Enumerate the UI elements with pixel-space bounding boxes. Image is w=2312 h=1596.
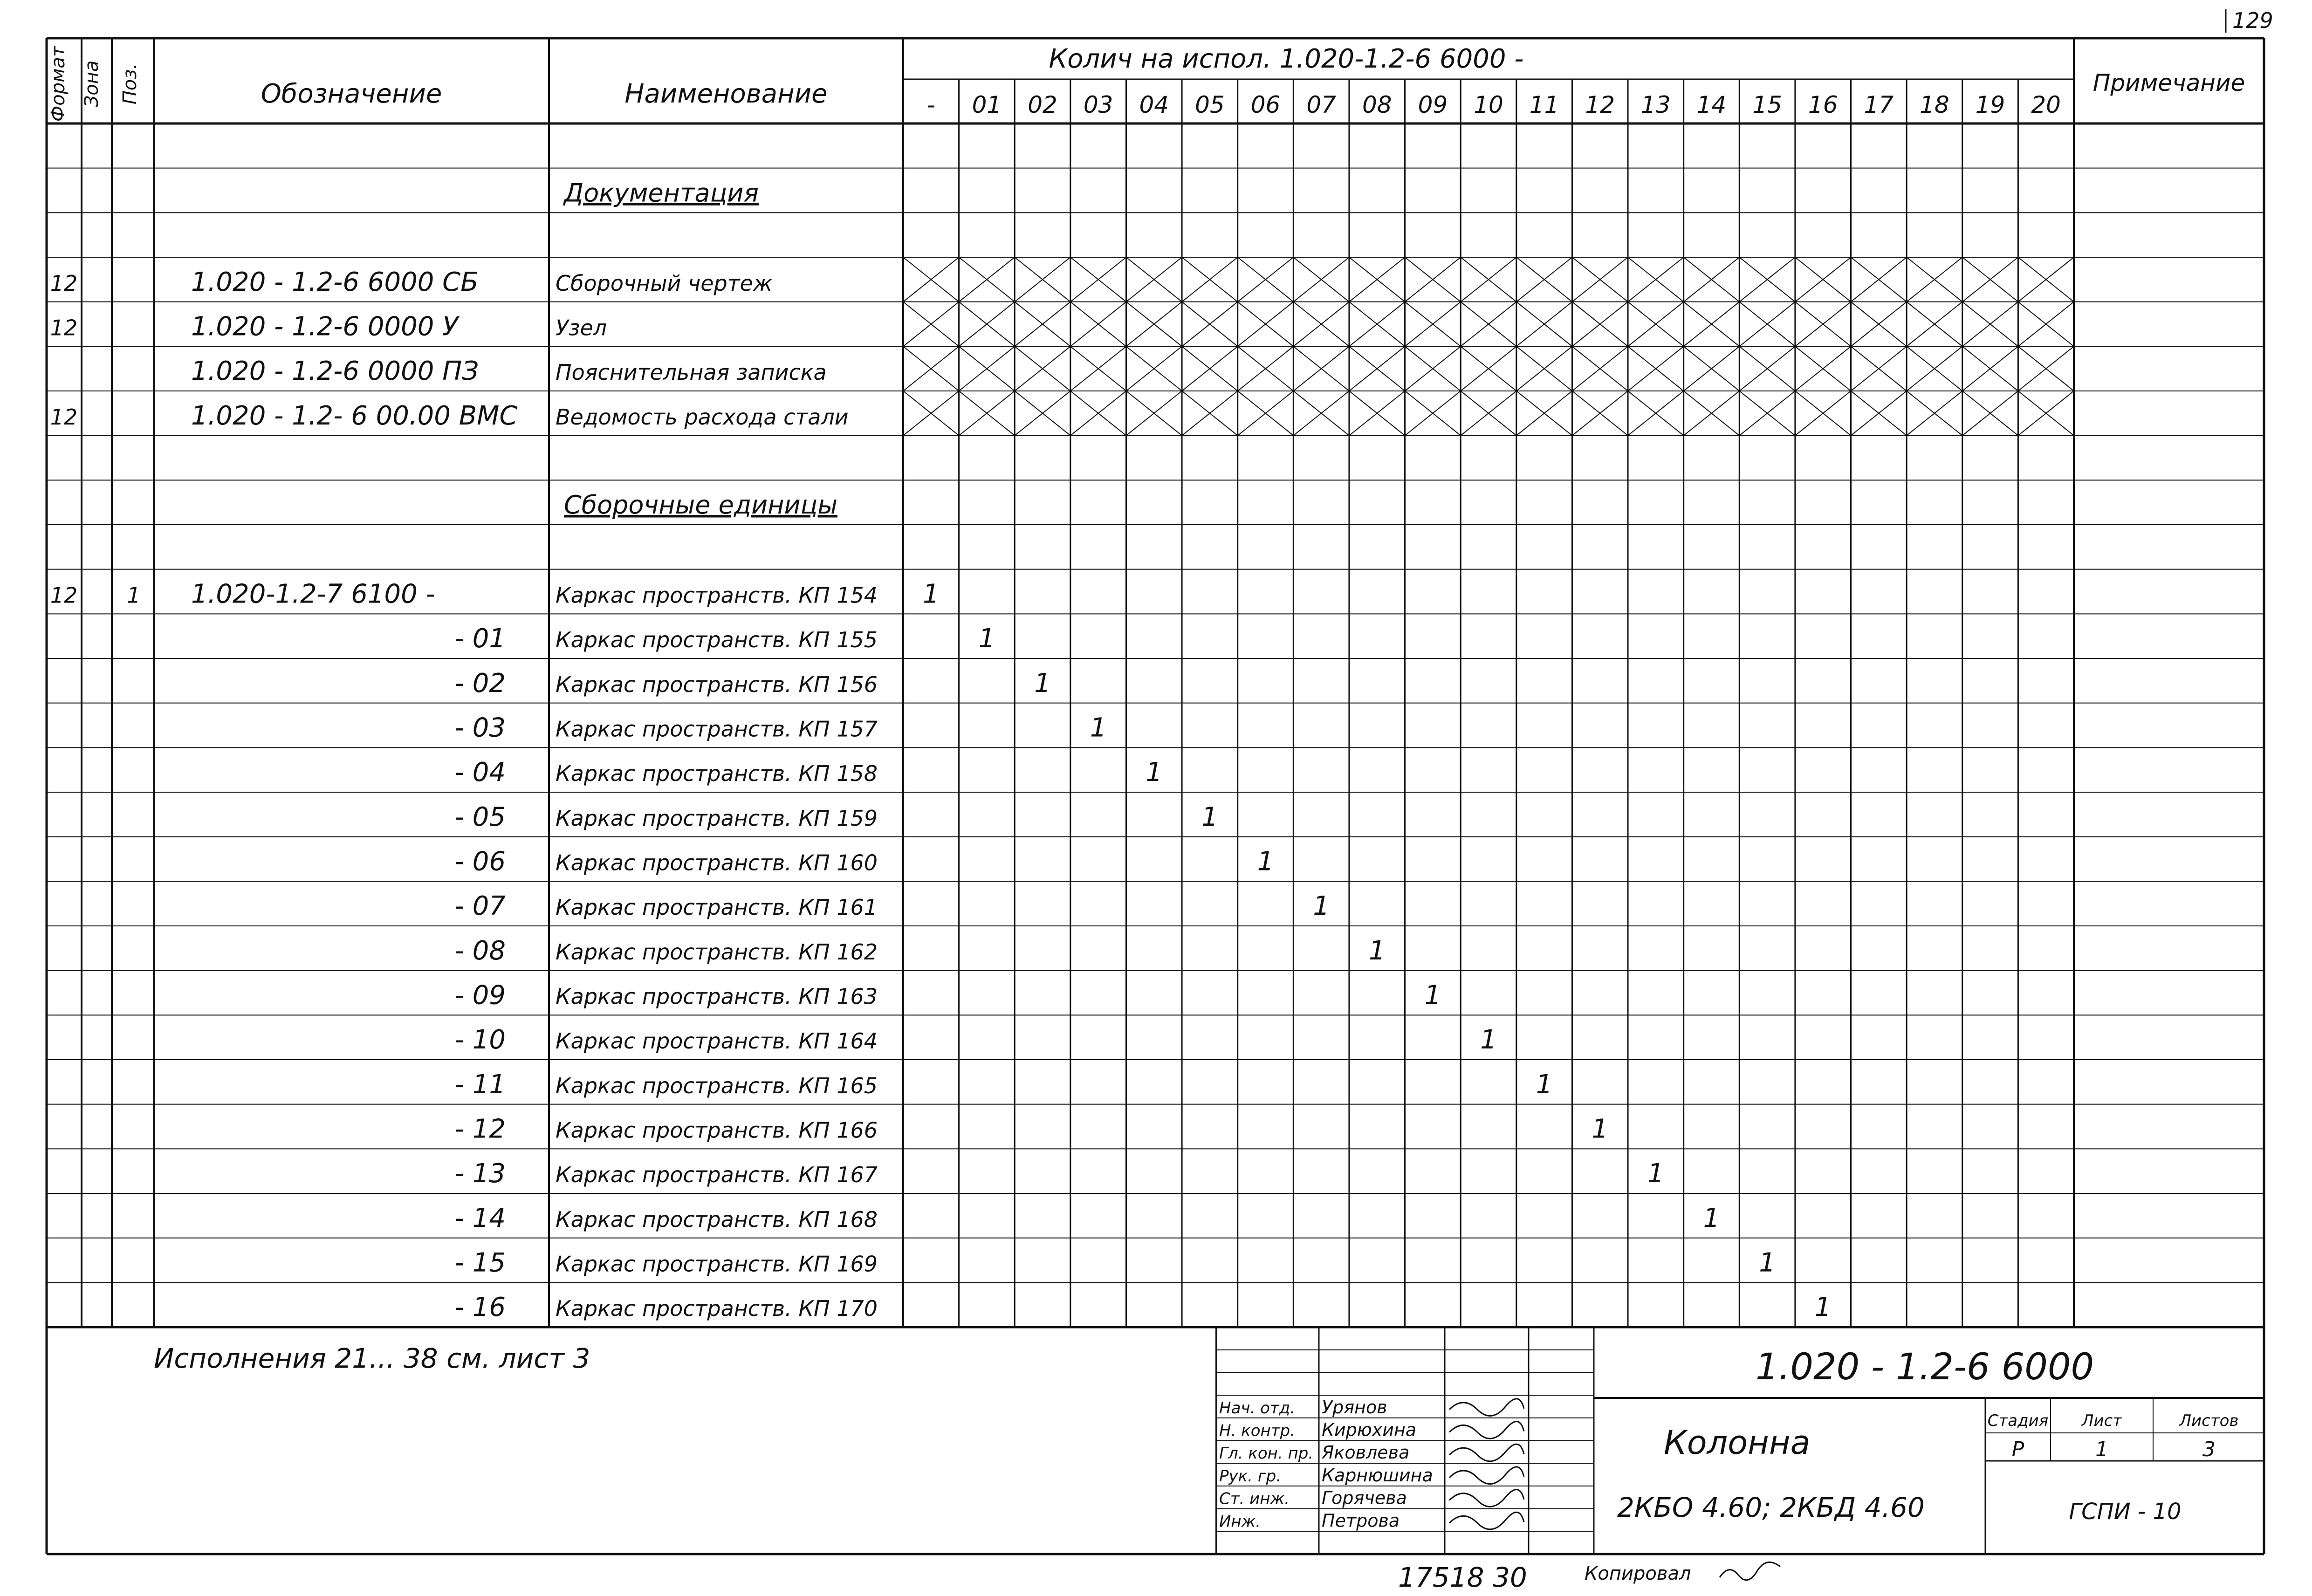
row-designation: 1.020 - 1.2-6 6000 СБ <box>191 267 479 297</box>
row-name: Каркас пространств. КП 158 <box>556 761 878 787</box>
header-execution: 07 <box>1306 91 1336 118</box>
document-title: Колонна <box>1664 1424 1811 1462</box>
row-format: 12 <box>50 404 78 430</box>
section-heading: Сборочные единицы <box>564 490 838 520</box>
header-designation: Обозначение <box>261 79 442 109</box>
row-designation: - 16 <box>454 1292 506 1323</box>
stage-label: Стадия <box>1987 1411 2049 1430</box>
sheets-label: Листов <box>2179 1411 2239 1430</box>
sheet-value: 1 <box>2095 1438 2108 1461</box>
row-qty: 1 <box>978 623 995 654</box>
section-heading: Документация <box>564 178 759 208</box>
header-name: Наименование <box>624 79 828 109</box>
header-execution: 02 <box>1028 91 1057 118</box>
row-designation: - 15 <box>454 1247 506 1278</box>
row-name: Каркас пространств. КП 166 <box>556 1117 878 1143</box>
header-execution: 17 <box>1864 91 1894 118</box>
sheets-value: 3 <box>2202 1438 2216 1461</box>
sheet-label: Лист <box>2081 1411 2122 1430</box>
header-execution: 10 <box>1474 91 1503 118</box>
row-designation: - 09 <box>454 980 506 1011</box>
header-execution: 15 <box>1752 91 1782 118</box>
row-name: Каркас пространств. КП 157 <box>556 716 878 742</box>
row-name: Каркас пространств. КП 168 <box>556 1206 878 1232</box>
handwritten-signature <box>1449 1490 1524 1507</box>
header-execution: 13 <box>1641 91 1671 118</box>
document-subtitle: 2КБО 4.60; 2КБД 4.60 <box>1617 1492 1925 1523</box>
header-execution: 19 <box>1975 91 2005 118</box>
header-execution: 06 <box>1250 91 1281 118</box>
row-name: Узел <box>556 315 607 341</box>
row-qty: 1 <box>1480 1025 1497 1055</box>
order-number: 17518 30 <box>1398 1562 1527 1593</box>
row-designation: - 01 <box>454 623 506 654</box>
row-designation: 1.020 - 1.2- 6 00.00 ВМС <box>191 400 518 431</box>
row-name: Каркас пространств. КП 167 <box>556 1162 878 1188</box>
row-designation: - 03 <box>454 712 506 743</box>
header-execution: 08 <box>1362 91 1392 118</box>
header-zone: Зона <box>81 60 103 108</box>
row-name: Каркас пространств. КП 160 <box>556 850 878 876</box>
row-designation: - 12 <box>454 1114 506 1144</box>
signature-role: Н. контр. <box>1219 1421 1295 1440</box>
row-qty: 1 <box>922 579 940 610</box>
row-name: Каркас пространств. КП 162 <box>556 939 878 965</box>
stage-value: Р <box>2011 1438 2024 1461</box>
header-execution: 03 <box>1083 91 1113 118</box>
row-qty: 1 <box>1759 1247 1776 1278</box>
row-designation: 1.020-1.2-7 6100 - <box>191 579 435 610</box>
row-qty: 1 <box>1536 1069 1553 1100</box>
header-execution: 18 <box>1920 91 1949 118</box>
header-execution: 04 <box>1139 91 1169 118</box>
row-designation: - 05 <box>454 801 506 832</box>
signature-role: Гл. кон. пр. <box>1219 1444 1314 1463</box>
signature-name: Кирюхина <box>1322 1419 1417 1440</box>
row-name: Каркас пространств. КП 170 <box>556 1296 878 1322</box>
handwritten-signature <box>1449 1444 1524 1461</box>
row-format: 12 <box>50 315 78 341</box>
row-qty: 1 <box>1368 935 1386 966</box>
row-name: Каркас пространств. КП 155 <box>556 627 878 653</box>
row-name: Ведомость расхода стали <box>556 404 849 430</box>
row-qty: 1 <box>1647 1158 1664 1189</box>
header-execution: 16 <box>1808 91 1838 118</box>
handwritten-signature <box>1449 1512 1524 1529</box>
header-execution: 09 <box>1418 91 1448 118</box>
header-execution: 12 <box>1585 91 1615 118</box>
row-designation: - 07 <box>454 891 506 922</box>
row-pos: 1 <box>127 582 141 608</box>
handwritten-signature <box>1449 1467 1524 1484</box>
header-execution: 14 <box>1696 91 1727 118</box>
row-designation: - 13 <box>454 1158 506 1189</box>
row-qty: 1 <box>1201 801 1218 832</box>
signature-name: Петрова <box>1322 1510 1400 1531</box>
signature-name: Яковлева <box>1322 1442 1410 1463</box>
row-designation: 1.020 - 1.2-6 0000 У <box>191 311 459 342</box>
copied-label: Копировал <box>1585 1563 1691 1584</box>
row-name: Каркас пространств. КП 154 <box>556 582 878 608</box>
header-notes: Примечание <box>2092 69 2245 96</box>
header-qty-title: Колич на испол. 1.020-1.2-6 6000 - <box>1049 44 1524 74</box>
signature-role: Рук. гр. <box>1219 1466 1282 1486</box>
row-designation: 1.020 - 1.2-6 0000 ПЗ <box>191 356 479 387</box>
row-designation: - 02 <box>454 668 506 699</box>
row-designation: - 11 <box>454 1069 506 1100</box>
copier-signature <box>1720 1562 1780 1580</box>
signature-name: Урянов <box>1322 1397 1387 1418</box>
row-name: Пояснительная записка <box>556 360 827 385</box>
page-number: 129 <box>2232 8 2273 33</box>
header-execution: 11 <box>1529 91 1559 118</box>
row-name: Каркас пространств. КП 163 <box>556 984 878 1009</box>
row-name: Каркас пространств. КП 159 <box>556 805 878 831</box>
handwritten-signature <box>1449 1399 1524 1416</box>
signature-name: Горячева <box>1322 1487 1407 1508</box>
header-execution: 20 <box>2031 91 2061 118</box>
signature-name: Карнюшина <box>1322 1465 1433 1486</box>
row-qty: 1 <box>1814 1292 1832 1323</box>
table-cells <box>48 8 2273 1593</box>
header-format: Формат <box>48 46 69 122</box>
row-qty: 1 <box>1146 757 1163 788</box>
row-qty: 1 <box>1313 891 1330 922</box>
row-format: 12 <box>50 270 78 296</box>
header-execution: - <box>926 91 935 118</box>
footnote: Исполнения 21... 38 см. лист 3 <box>154 1343 590 1374</box>
signature-role: Инж. <box>1219 1512 1261 1531</box>
row-name: Каркас пространств. КП 169 <box>556 1251 878 1277</box>
header-execution: 05 <box>1195 91 1225 118</box>
row-designation: - 10 <box>454 1025 506 1055</box>
organization: ГСПИ - 10 <box>2069 1499 2182 1525</box>
row-designation: - 08 <box>454 935 506 966</box>
row-qty: 1 <box>1592 1114 1609 1144</box>
row-qty: 1 <box>1034 668 1051 699</box>
row-format: 12 <box>50 582 78 608</box>
row-qty: 1 <box>1257 846 1274 877</box>
signature-role: Нач. отд. <box>1219 1398 1296 1418</box>
row-qty: 1 <box>1703 1203 1720 1233</box>
row-qty: 1 <box>1090 712 1107 743</box>
row-name: Каркас пространств. КП 161 <box>556 895 878 920</box>
row-name: Каркас пространств. КП 165 <box>556 1073 878 1098</box>
document-code: 1.020 - 1.2-6 6000 <box>1755 1346 2094 1388</box>
row-designation: - 04 <box>454 757 506 788</box>
row-name: Каркас пространств. КП 156 <box>556 671 878 697</box>
header-execution: 01 <box>972 91 1002 118</box>
row-qty: 1 <box>1424 980 1441 1011</box>
row-name: Сборочный чертеж <box>556 270 773 296</box>
signature-role: Ст. инж. <box>1219 1489 1290 1508</box>
handwritten-signature <box>1449 1421 1524 1438</box>
row-designation: - 06 <box>454 846 506 877</box>
row-designation: - 14 <box>454 1203 506 1233</box>
header-pos: Поз. <box>119 63 141 105</box>
row-name: Каркас пространств. КП 164 <box>556 1028 878 1054</box>
